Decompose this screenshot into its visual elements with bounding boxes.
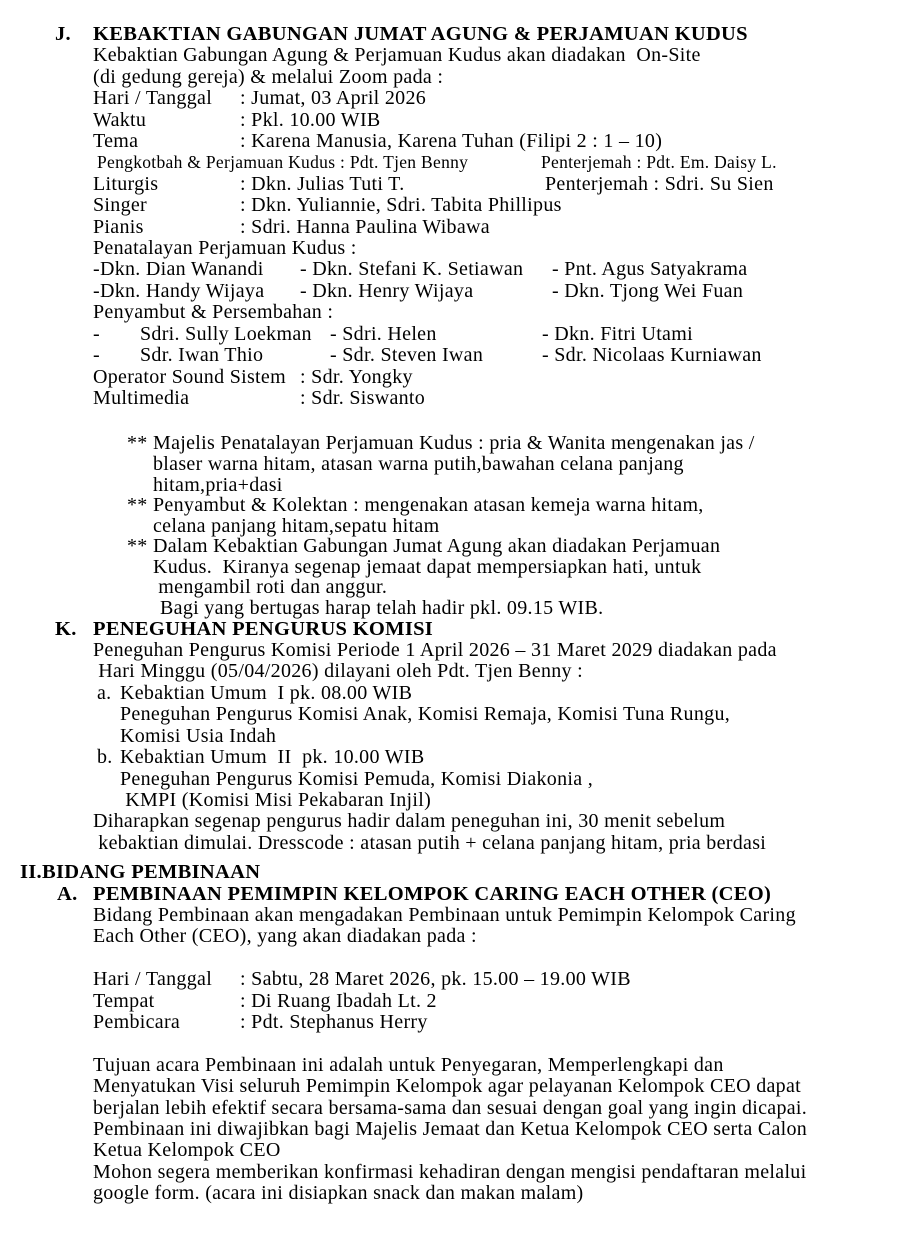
text-line: celana panjang hitam,sepatu hitam — [153, 514, 440, 537]
text-line: Peneguhan Pengurus Komisi Periode 1 April 2026 – 31 Maret 2029 diadakan pada — [93, 639, 777, 662]
text-line: Peneguhan Pengurus Komisi Anak, Komisi Remaja, Komisi Tuna Rungu, — [120, 703, 731, 726]
section-k-label: K. — [55, 617, 77, 640]
text-line: Each Other (CEO), yang akan diadakan pada : — [93, 925, 477, 948]
section-k-heading — [0, 619, 918, 640]
name-cell: - Sdri. Helen — [330, 322, 437, 345]
text-line: Komisi Usia Indah — [120, 724, 277, 747]
text-line: Peneguhan Pengurus Komisi Pemuda, Komisi Diakonia , — [120, 767, 594, 790]
detail-row — [93, 969, 918, 990]
text-line: KMPI (Komisi Misi Pekabaran Injil) — [120, 788, 432, 811]
name-cell: - Dkn. Fitri Utami — [542, 322, 693, 345]
name-cell: Sdr. Iwan Thio — [140, 344, 264, 367]
text-line: Tujuan acara Pembinaan ini adalah untuk Penyegaran, Memperlengkapi dan — [93, 1053, 724, 1076]
penyambut-heading: Penyambut & Persembahan : — [93, 301, 334, 324]
detail-value: : Pkl. 10.00 WIB — [240, 108, 381, 131]
detail-value: : Sabtu, 28 Maret 2026, pk. 15.00 – 19.00 WIB — [240, 968, 631, 991]
list-item-b — [93, 747, 918, 768]
detail-label: Operator Sound Sistem — [93, 365, 286, 388]
section-j — [0, 24, 918, 619]
section-a-body — [93, 905, 918, 1205]
detail-value: : Sdri. Hanna Paulina Wibawa — [240, 215, 490, 238]
name-row — [93, 259, 918, 280]
name-cell: - Sdr. Nicolaas Kurniawan — [542, 344, 762, 367]
detail-value: : Pdt. Stephanus Herry — [240, 1010, 428, 1033]
notes-footer: Bagi yang bertugas harap telah hadir pkl. 09.15 WIB. — [160, 597, 604, 620]
text-line: (di gedung gereja) & melalui Zoom pada : — [93, 65, 444, 88]
note-marker: ** — [127, 432, 148, 455]
detail-row — [93, 217, 918, 238]
detail-row — [93, 195, 918, 216]
list-item-title: Kebaktian Umum II pk. 10.00 WIB — [120, 746, 425, 769]
name-row — [93, 281, 918, 302]
note-text — [153, 536, 720, 598]
note-text — [153, 433, 755, 495]
detail-label: Waktu — [93, 108, 147, 131]
detail-label: Hari / Tanggal — [93, 87, 213, 110]
detail-row — [93, 110, 918, 131]
detail-row — [93, 367, 918, 388]
name-cell: - Pnt. Agus Satyakrama — [552, 258, 748, 281]
name-cell: - Sdr. Steven Iwan — [330, 344, 484, 367]
text-line: Dalam Kebaktian Gabungan Jumat Agung akan diadakan Perjamuan — [153, 535, 721, 558]
note-item — [127, 433, 918, 495]
name-row — [93, 324, 918, 345]
text-line: Diharapkan segenap pengurus hadir dalam peneguhan ini, 30 menit sebelum — [93, 810, 726, 833]
section-j-label: J. — [55, 23, 71, 45]
section-a-label: A. — [57, 882, 78, 905]
preacher-right: Penterjemah : Pdt. Em. Daisy L. — [541, 152, 777, 173]
section-ii-heading: II.BIDANG PEMBINAAN — [20, 861, 261, 884]
text-line: Pembinaan ini diwajibkan bagi Majelis Jemaat dan Ketua Kelompok CEO serta Calon — [93, 1117, 808, 1140]
text-line: blaser warna hitam, atasan warna putih,bawahan celana panjang — [153, 452, 684, 475]
detail-value: : Dkn. Yuliannie, Sdri. Tabita Phillipus — [240, 194, 562, 217]
text-line: Penyambut & Kolektan : mengenakan atasan kemeja warna hitam, — [153, 494, 704, 517]
text-line: Menyatukan Visi seluruh Pemimpin Kelompok agar pelayanan Kelompok CEO dapat — [93, 1075, 802, 1098]
name-cell: - Dkn. Henry Wijaya — [300, 279, 474, 302]
preacher-left: Pengkotbah & Perjamuan Kudus : Pdt. Tjen Benny — [97, 152, 469, 173]
text-line: Kebaktian Gabungan Agung & Perjamuan Kudus akan diadakan On-Site — [93, 44, 701, 67]
section-k — [0, 619, 918, 854]
blank-line — [93, 1033, 918, 1054]
text-line: kebaktian dimulai. Dresscode : atasan putih + celana panjang hitam, pria berdasi — [93, 831, 767, 854]
note-marker: ** — [127, 494, 148, 517]
text-line: mengambil roti dan anggur. — [153, 576, 388, 599]
detail-value: : Karena Manusia, Karena Tuhan (Filipi 2 : 1 – 10) — [240, 130, 663, 153]
detail-row — [93, 131, 918, 152]
name-cell: - Dkn. Stefani K. Setiawan — [300, 258, 524, 281]
detail-row — [93, 1012, 918, 1033]
text-line: Mohon segera memberikan konfirmasi kehadiran dengan mengisi pendaftaran melalui — [93, 1160, 807, 1183]
note-text — [153, 495, 704, 536]
list-marker: a. — [97, 681, 112, 704]
dresscode-notes — [127, 433, 918, 618]
name-row — [93, 345, 918, 366]
detail-label: Tema — [93, 130, 139, 153]
detail-label: Tempat — [93, 989, 155, 1012]
liturgis-row — [93, 174, 918, 195]
detail-row — [93, 388, 918, 409]
text-line: Bidang Pembinaan akan mengadakan Pembinaan untuk Pemimpin Kelompok Caring — [93, 903, 796, 926]
text-line: Majelis Penatalayan Perjamuan Kudus : pria & Wanita mengenakan jas / — [153, 432, 755, 455]
detail-row — [93, 991, 918, 1012]
list-marker: b. — [97, 746, 113, 769]
detail-label: Liturgis — [93, 172, 159, 195]
name-cell: Sdri. Sully Loekman — [140, 322, 312, 345]
detail-label: Pembicara — [93, 1010, 181, 1033]
section-j-body — [93, 45, 918, 409]
dash-bullet: - — [93, 344, 100, 367]
section-j-heading — [0, 24, 918, 45]
section-a-title: PEMBINAAN PEMIMPIN KELOMPOK CARING EACH OTHER (CEO) — [93, 882, 772, 905]
name-cell: - Dkn. Tjong Wei Fuan — [552, 279, 744, 302]
detail-label: Hari / Tanggal — [93, 968, 213, 991]
detail-value: : Sdr. Yongky — [300, 365, 413, 388]
list-item-a — [93, 683, 918, 704]
detail-label: Singer — [93, 194, 148, 217]
detail-value: : Jumat, 03 April 2026 — [240, 87, 427, 110]
section-j-title: KEBAKTIAN GABUNGAN JUMAT AGUNG & PERJAMUAN KUDUS — [93, 23, 748, 45]
text-line: Hari Minggu (05/04/2026) dilayani oleh Pdt. Tjen Benny : — [93, 660, 584, 683]
detail-label: Multimedia — [93, 386, 190, 409]
detail-value: : Di Ruang Ibadah Lt. 2 — [240, 989, 437, 1012]
detail-label: Pianis — [93, 215, 144, 238]
section-k-title: PENEGUHAN PENGURUS KOMISI — [93, 617, 434, 640]
note-item — [127, 495, 918, 536]
text-line: berjalan lebih efektif secara bersama-sama dan sesuai dengan goal yang ingin dicapai. — [93, 1096, 808, 1119]
text-line: Kudus. Kiranya segenap jemaat dapat mempersiapkan hati, untuk — [153, 555, 702, 578]
list-item-title: Kebaktian Umum I pk. 08.00 WIB — [120, 681, 413, 704]
detail-row — [93, 88, 918, 109]
interpreter-value: Penterjemah : Sdri. Su Sien — [545, 172, 774, 195]
preacher-row — [93, 152, 918, 173]
dash-bullet: - — [93, 322, 100, 345]
section-a-heading — [0, 884, 918, 905]
section-a — [0, 884, 918, 1205]
name-cell: -Dkn. Handy Wijaya — [93, 279, 265, 302]
note-item — [127, 536, 918, 598]
blank-line — [93, 948, 918, 969]
section-k-body — [93, 640, 918, 854]
name-cell: -Dkn. Dian Wanandi — [93, 258, 264, 281]
text-line: Ketua Kelompok CEO — [93, 1139, 281, 1162]
detail-value: : Sdr. Siswanto — [300, 386, 426, 409]
penatalayan-heading: Penatalayan Perjamuan Kudus : — [93, 237, 357, 260]
note-marker: ** — [127, 535, 148, 558]
text-line: google form. (acara ini disiapkan snack dan makan malam) — [93, 1182, 584, 1205]
detail-value: : Dkn. Julias Tuti T. — [240, 172, 405, 195]
text-line: hitam,pria+dasi — [153, 473, 283, 496]
